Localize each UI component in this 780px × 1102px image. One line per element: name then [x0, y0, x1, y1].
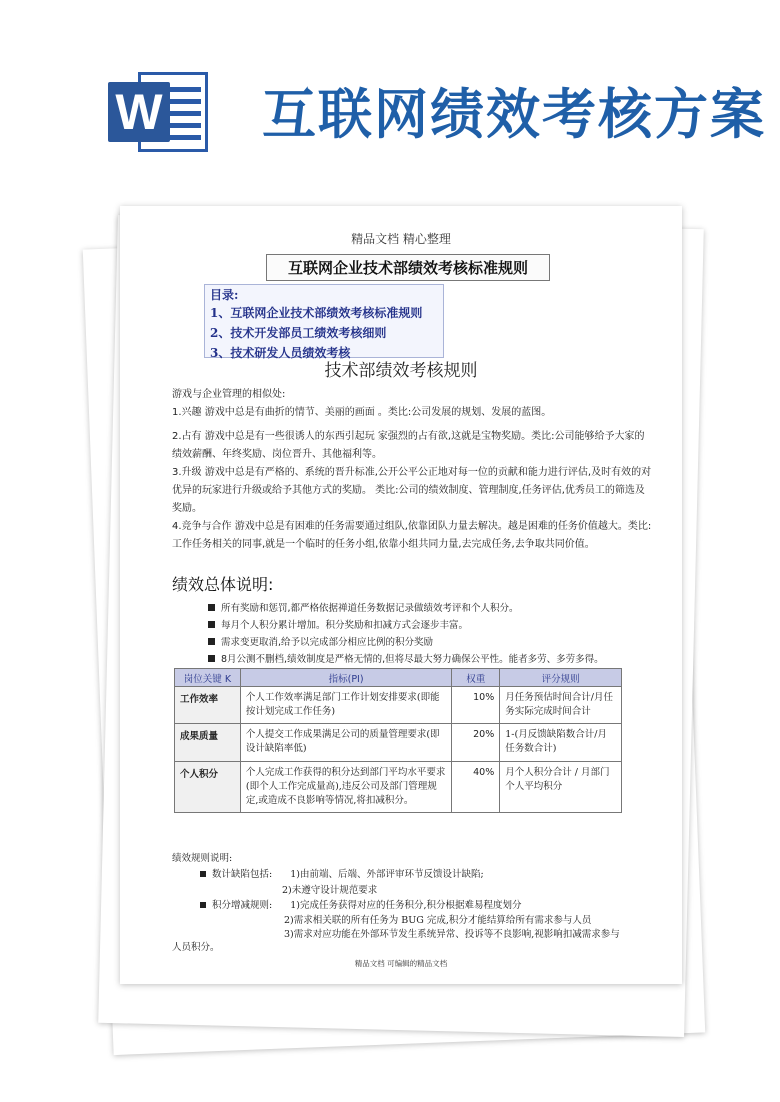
bullet-text: 所有奖励和惩罚,都严格依据禅道任务数据记录做绩效考评和个人积分。 — [221, 603, 519, 614]
kpi-indicator: 个人工作效率满足部门工作计划安排要求(即能按计划完成工作任务) — [240, 687, 451, 724]
rule-defect-line — [200, 866, 484, 880]
bullet-square-icon — [208, 621, 215, 628]
kpi-indicator: 个人提交工作成果满足公司的质量管理要求(即设计缺陷率低) — [240, 724, 451, 762]
overview-heading: 绩效总体说明: — [172, 575, 274, 594]
toc-item[interactable]: 2、技术开发部员工绩效考核细则 — [210, 326, 387, 340]
table-header-row — [175, 669, 622, 687]
kpi-rule: 月任务预估时间合计/月任务实际完成时间合计 — [500, 687, 622, 724]
word-icon — [108, 68, 212, 154]
kpi-name: 工作效率 — [175, 687, 241, 724]
overview-bullets — [208, 600, 648, 668]
rule-defect-1: 1)由前端、后端、外部评审环节反馈设计缺陷; — [290, 869, 484, 880]
toc-item[interactable]: 3、技术研发人员绩效考核 — [210, 346, 351, 360]
bullet-square-icon — [208, 655, 215, 662]
rule-points-3: 3)需求对应功能在外部环节发生系统异常、投诉等不良影响,视影响扣减需求参与 — [284, 929, 620, 940]
bullet-square-icon — [200, 902, 206, 908]
paragraph: 2.占有 游戏中总是有一些很诱人的东西引起玩 家强烈的占有欲,这就是宝物奖励。类比:公司能够给予大家的绩效薪酬、年终奖励、岗位晋升、其他福利等。 — [172, 431, 645, 460]
bullet-square-icon — [208, 638, 215, 645]
rule-points-label: 积分增减规则: — [212, 900, 273, 911]
bullet-item — [208, 617, 648, 634]
paragraph: 3.升级 游戏中总是有严格的、系统的晋升标准,公开公平公正地对每一位的贡献和能力进行评估,及时有效的对优异的玩家进行升级或给予其他方式的奖励。 类比:公司的绩效制度、管理制度,任务评估,优秀员工的筛选及奖励。 — [172, 467, 652, 514]
bullet-item — [208, 651, 648, 668]
bottom-tag: 精品文档 可编辑的精品文档 — [354, 959, 448, 968]
column-header: 权重 — [452, 669, 500, 687]
kpi-table — [174, 668, 622, 813]
bullet-square-icon — [208, 604, 215, 611]
page-header — [0, 0, 780, 200]
rule-defect-2: 2)未遵守设计规范要求 — [282, 885, 378, 896]
bullet-text: 8月公测不删档,绩效制度是严格无情的,但将尽最大努力确保公平性。能者多劳、多劳多得。 — [221, 654, 604, 665]
section-title: 技术部绩效考核规则 — [324, 361, 478, 381]
rule-points-1: 1)完成任务获得对应的任务积分,积分根据难易程度划分 — [290, 900, 522, 911]
table-row — [175, 687, 622, 724]
kpi-indicator: 个人完成工作获得的积分达到部门平均水平要求(即个人工作完成量高),违反公司及部门管理规定,或造成不良影响等情况,将扣减积分。 — [240, 762, 451, 813]
column-header: 指标(PI) — [240, 669, 451, 687]
rule-points-line — [200, 897, 521, 911]
document-title: 互联网企业技术部绩效考核标准规则 — [266, 254, 550, 281]
rule-points-3-cont: 人员积分。 — [172, 942, 220, 953]
table-row — [175, 762, 622, 813]
bullet-square-icon — [200, 871, 206, 877]
column-header: 岗位关键 K — [175, 669, 241, 687]
paragraph: 游戏与企业管理的相似处: — [172, 389, 286, 400]
column-header: 评分规则 — [500, 669, 622, 687]
bullet-text: 需求变更取消,给予以完成部分相应比例的积分奖励 — [221, 637, 434, 648]
bullet-text: 每月个人积分累计增加。积分奖励和扣减方式会逐步丰富。 — [221, 620, 469, 631]
bullet-item — [208, 634, 648, 651]
top-tag: 精品文档 精心整理 — [351, 232, 451, 246]
kpi-name: 个人积分 — [175, 762, 241, 813]
rules-heading: 绩效规则说明: — [172, 853, 233, 864]
bullet-item — [208, 600, 648, 617]
kpi-weight: 10% — [452, 687, 500, 724]
word-icon-badge — [108, 82, 170, 142]
document-page — [120, 206, 682, 984]
toc-label: 目录: — [210, 288, 239, 302]
kpi-rule: 月个人积分合计 / 月部门个人平均积分 — [500, 762, 622, 813]
toc-item[interactable]: 1、互联网企业技术部绩效考核标准规则 — [210, 306, 423, 320]
banner-title: 互联网绩效考核方案 — [262, 82, 766, 146]
paragraph: 4.竞争与合作 游戏中总是有困难的任务需要通过组队,依靠团队力量去解决。越是困难的任务价值越大。类比:工作任务相关的同事,就是一个临时的任务小组,依靠小组共同力量,去完成任务,去争取共同价值。 — [172, 521, 652, 550]
rule-points-2: 2)需求相关联的所有任务为 BUG 完成,积分才能结算给所有需求参与人员 — [284, 915, 592, 926]
word-icon-letter: W — [115, 84, 163, 140]
paragraph: 1.兴趣 游戏中总是有曲折的情节、美丽的画面 。类比:公司发展的规划、发展的蓝图。 — [172, 407, 552, 418]
kpi-weight: 20% — [452, 724, 500, 762]
rule-defect-label: 数计缺陷包括: — [212, 869, 273, 880]
kpi-name: 成果质量 — [175, 724, 241, 762]
kpi-weight: 40% — [452, 762, 500, 813]
kpi-rule: 1-(月反馈缺陷数合计/月任务数合计) — [500, 724, 622, 762]
table-row — [175, 724, 622, 762]
